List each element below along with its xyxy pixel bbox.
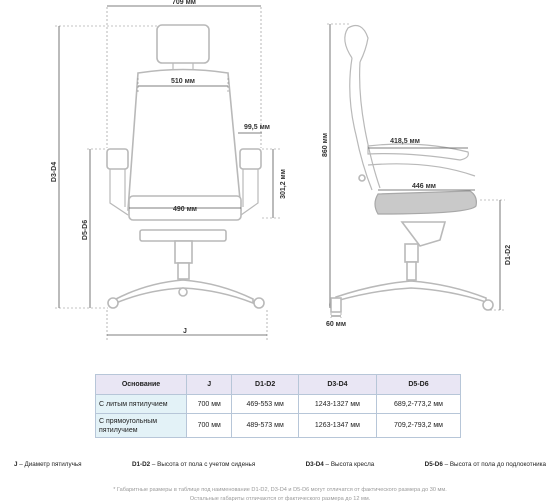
gaslift-front	[175, 241, 192, 263]
headrest-side	[345, 26, 368, 62]
d3d4-cell: 1263-1347 мм	[298, 414, 376, 438]
legend-item	[14, 461, 82, 468]
side-view	[330, 26, 493, 310]
dim-backrest-width: 510 мм	[171, 78, 195, 85]
dim-seat-width: 490 мм	[173, 206, 197, 213]
legend-item	[306, 461, 375, 468]
legend	[14, 461, 546, 468]
table-row	[96, 414, 461, 438]
header-cell: J	[187, 375, 232, 395]
legend-item	[425, 461, 546, 468]
armrest-left-front	[107, 149, 128, 169]
legend-item	[132, 461, 255, 468]
dim-armrest-depth: 446 мм	[412, 183, 436, 190]
base-type-cell: С прямоугольным пятилучием	[96, 414, 187, 438]
dim-d5-d6: D5-D6	[82, 219, 89, 241]
table-header-row	[96, 375, 461, 395]
legend-text: – Высота кресла	[323, 461, 375, 468]
d5d6-cell: 709,2-793,2 мм	[377, 414, 461, 438]
backrest-front	[128, 70, 241, 211]
castor-front-left	[108, 298, 118, 308]
header-cell: D3-D4	[298, 375, 376, 395]
armrest-side	[368, 144, 468, 160]
mechanism-side	[402, 222, 445, 246]
armrest-right-front	[240, 149, 261, 169]
legend-code: D3-D4	[305, 461, 324, 468]
legend-text: – Высота от пола с учетом сиденья	[150, 461, 256, 468]
legend-text: – Высота от пола до подлокотника	[442, 461, 546, 468]
dim-armrest-height: 301,2 мм	[280, 169, 287, 199]
legend-code: D5-D6	[424, 461, 443, 468]
header-cell: D5-D6	[377, 375, 461, 395]
castor-side	[331, 298, 341, 312]
footnote-line-1: * Габаритные размеры в таблице под наименование D1-D2, D3-D4 и D5-D6 могут отличатся от фактического размера до 30 мм.	[113, 487, 447, 493]
d1d2-cell: 489-573 мм	[232, 414, 298, 438]
adjust-knob	[359, 175, 365, 181]
legend-text: – Диаметр пятилучья	[17, 461, 82, 468]
headrest-front	[157, 25, 209, 63]
legend-code: J	[14, 461, 18, 468]
spec-table	[95, 374, 461, 438]
dim-width-total: 709 мм	[172, 0, 196, 6]
d3d4-cell: 1243-1327 мм	[298, 395, 376, 414]
j-cell: 700 мм	[187, 395, 232, 414]
table-row	[96, 395, 461, 414]
base-type-cell: С литым пятилучием	[96, 395, 187, 414]
header-cell: Основание	[96, 375, 187, 395]
dim-j: J	[183, 328, 187, 335]
d1d2-cell: 469-553 мм	[232, 395, 298, 414]
mechanism-front	[140, 230, 226, 241]
d5d6-cell: 689,2-773,2 мм	[377, 395, 461, 414]
dim-d3-d4: D3-D4	[51, 161, 58, 183]
j-cell: 700 мм	[187, 414, 232, 438]
legend-code: D1-D2	[131, 461, 151, 468]
castor-front-right	[254, 298, 264, 308]
dim-d1-d2: D1-D2	[505, 244, 512, 266]
seat-side	[375, 191, 476, 214]
front-view	[107, 25, 264, 308]
dim-castor: 60 мм	[325, 321, 347, 328]
dim-armrest-width: 99,5 мм	[244, 124, 270, 131]
footnote-line-2: Остальные габариты отличаются от фактического размера до 12 мм.	[189, 496, 371, 502]
dim-seat-depth: 418,5 мм	[390, 138, 420, 145]
base-side	[336, 281, 486, 302]
dim-depth-total: 860 мм	[322, 133, 329, 157]
header-cell: D1-D2	[232, 375, 298, 395]
